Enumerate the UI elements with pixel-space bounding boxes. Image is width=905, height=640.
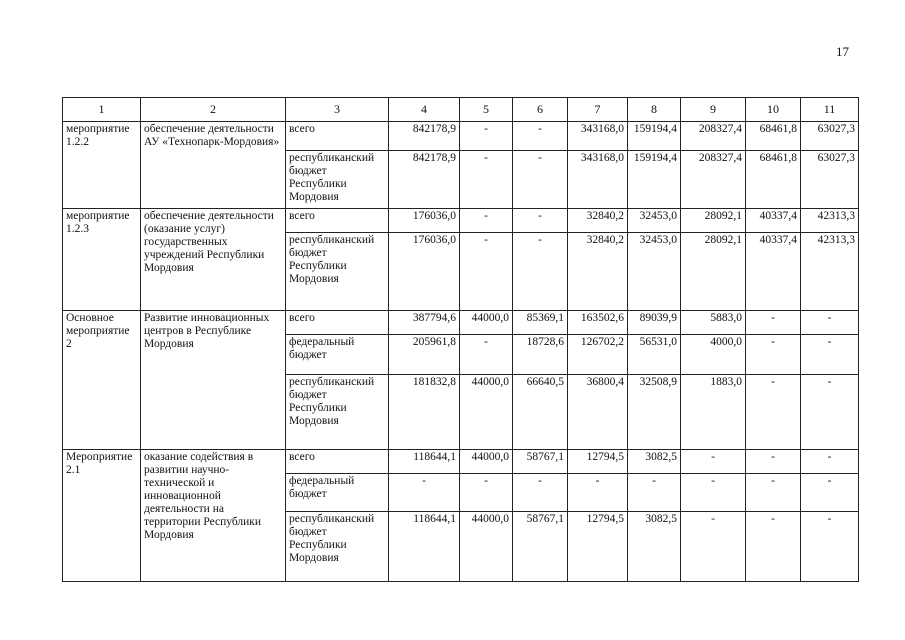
value-cell: - xyxy=(568,474,628,512)
table-row xyxy=(63,450,859,474)
value-cell: 63027,3 xyxy=(801,122,859,151)
value-cell: - xyxy=(801,311,859,335)
value-cell: - xyxy=(460,209,513,233)
value-cell: 56531,0 xyxy=(628,335,681,375)
value-cell: 3082,5 xyxy=(628,512,681,582)
measure-name: Мероприятие 2.1 xyxy=(63,450,141,582)
column-header: 7 xyxy=(568,98,628,122)
value-cell: - xyxy=(746,474,801,512)
funding-source: республиканский бюджет Республики Мордовия xyxy=(286,375,389,450)
value-cell: 42313,3 xyxy=(801,209,859,233)
value-cell: - xyxy=(681,474,746,512)
value-cell: 208327,4 xyxy=(681,151,746,209)
value-cell: 205961,8 xyxy=(389,335,460,375)
value-cell: 32840,2 xyxy=(568,209,628,233)
value-cell: 181832,8 xyxy=(389,375,460,450)
value-cell: 89039,9 xyxy=(628,311,681,335)
table-row xyxy=(63,209,859,233)
measure-description: оказание содействия в развитии научно-технической и инновационной деятельности на территории Республики Мордовия xyxy=(141,450,286,582)
value-cell: - xyxy=(746,450,801,474)
value-cell: - xyxy=(801,474,859,512)
value-cell: - xyxy=(801,375,859,450)
budget-table xyxy=(62,97,859,582)
value-cell: 58767,1 xyxy=(513,512,568,582)
value-cell: 42313,3 xyxy=(801,233,859,311)
column-header: 6 xyxy=(513,98,568,122)
funding-source: республиканский бюджет Республики Мордовия xyxy=(286,151,389,209)
value-cell: 12794,5 xyxy=(568,512,628,582)
value-cell: - xyxy=(628,474,681,512)
value-cell: 32453,0 xyxy=(628,233,681,311)
measure-description: Развитие инновационных центров в Республике Мордовия xyxy=(141,311,286,450)
value-cell: - xyxy=(513,209,568,233)
column-header: 2 xyxy=(141,98,286,122)
value-cell: 63027,3 xyxy=(801,151,859,209)
measure-name: Основное мероприятие 2 xyxy=(63,311,141,450)
table-row xyxy=(63,311,859,335)
measure-description: обеспечение деятельности АУ «Технопарк-Мордовия» xyxy=(141,122,286,209)
funding-source: всего xyxy=(286,311,389,335)
header-row xyxy=(63,98,859,122)
value-cell: - xyxy=(681,450,746,474)
value-cell: - xyxy=(460,122,513,151)
value-cell: 118644,1 xyxy=(389,512,460,582)
value-cell: 32508,9 xyxy=(628,375,681,450)
funding-source: республиканский бюджет Республики Мордовия xyxy=(286,233,389,311)
value-cell: - xyxy=(389,474,460,512)
value-cell: 40337,4 xyxy=(746,233,801,311)
value-cell: 163502,6 xyxy=(568,311,628,335)
page-number: 17 xyxy=(836,44,849,59)
value-cell: - xyxy=(746,335,801,375)
value-cell: 842178,9 xyxy=(389,151,460,209)
funding-source: республиканский бюджет Республики Мордовия xyxy=(286,512,389,582)
value-cell: 842178,9 xyxy=(389,122,460,151)
value-cell: - xyxy=(460,151,513,209)
value-cell: 118644,1 xyxy=(389,450,460,474)
value-cell: 44000,0 xyxy=(460,375,513,450)
value-cell: - xyxy=(746,512,801,582)
value-cell: 18728,6 xyxy=(513,335,568,375)
value-cell: 32453,0 xyxy=(628,209,681,233)
value-cell: 44000,0 xyxy=(460,311,513,335)
value-cell: 85369,1 xyxy=(513,311,568,335)
value-cell: 68461,8 xyxy=(746,151,801,209)
value-cell: 44000,0 xyxy=(460,512,513,582)
column-header: 5 xyxy=(460,98,513,122)
funding-source: всего xyxy=(286,209,389,233)
value-cell: 40337,4 xyxy=(746,209,801,233)
value-cell: - xyxy=(460,335,513,375)
column-header: 9 xyxy=(681,98,746,122)
value-cell: 58767,1 xyxy=(513,450,568,474)
value-cell: - xyxy=(801,335,859,375)
value-cell: 68461,8 xyxy=(746,122,801,151)
value-cell: 208327,4 xyxy=(681,122,746,151)
value-cell: - xyxy=(513,233,568,311)
value-cell: 36800,4 xyxy=(568,375,628,450)
value-cell: 387794,6 xyxy=(389,311,460,335)
value-cell: 12794,5 xyxy=(568,450,628,474)
measure-name: мероприятие 1.2.3 xyxy=(63,209,141,311)
measure-description: обеспечение деятельности (оказание услуг) государственных учреждений Республики Мордовия xyxy=(141,209,286,311)
value-cell: 32840,2 xyxy=(568,233,628,311)
value-cell: - xyxy=(460,233,513,311)
value-cell: 159194,4 xyxy=(628,151,681,209)
funding-source: федеральный бюджет xyxy=(286,335,389,375)
value-cell: 176036,0 xyxy=(389,233,460,311)
column-header: 4 xyxy=(389,98,460,122)
value-cell: 28092,1 xyxy=(681,209,746,233)
value-cell: - xyxy=(746,375,801,450)
value-cell: 176036,0 xyxy=(389,209,460,233)
value-cell: - xyxy=(513,122,568,151)
funding-source: всего xyxy=(286,450,389,474)
value-cell: - xyxy=(513,151,568,209)
value-cell: - xyxy=(681,512,746,582)
value-cell: 5883,0 xyxy=(681,311,746,335)
value-cell: 44000,0 xyxy=(460,450,513,474)
value-cell: 66640,5 xyxy=(513,375,568,450)
column-header: 10 xyxy=(746,98,801,122)
value-cell: - xyxy=(746,311,801,335)
value-cell: 126702,2 xyxy=(568,335,628,375)
value-cell: - xyxy=(513,474,568,512)
column-header: 11 xyxy=(801,98,859,122)
value-cell: 3082,5 xyxy=(628,450,681,474)
value-cell: - xyxy=(801,512,859,582)
value-cell: 159194,4 xyxy=(628,122,681,151)
value-cell: 1883,0 xyxy=(681,375,746,450)
funding-source: федеральный бюджет xyxy=(286,474,389,512)
value-cell: 343168,0 xyxy=(568,151,628,209)
column-header: 3 xyxy=(286,98,389,122)
value-cell: 4000,0 xyxy=(681,335,746,375)
value-cell: - xyxy=(801,450,859,474)
funding-source: всего xyxy=(286,122,389,151)
column-header: 8 xyxy=(628,98,681,122)
column-header: 1 xyxy=(63,98,141,122)
measure-name: мероприятие 1.2.2 xyxy=(63,122,141,209)
value-cell: 343168,0 xyxy=(568,122,628,151)
table-row xyxy=(63,122,859,151)
value-cell: 28092,1 xyxy=(681,233,746,311)
value-cell: - xyxy=(460,474,513,512)
